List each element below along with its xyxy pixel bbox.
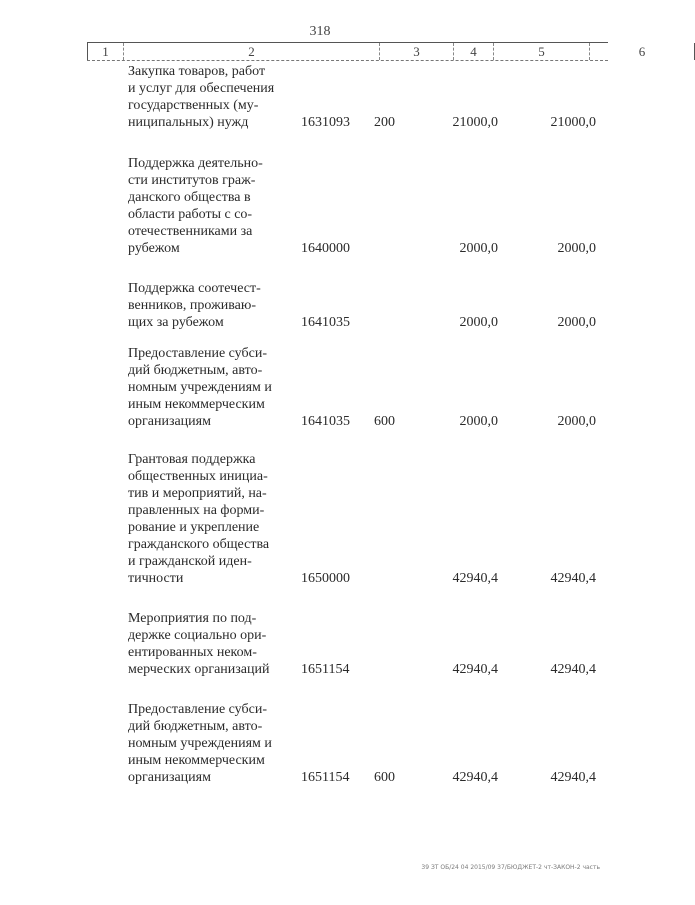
row-name-line: Мероприятия по под-: [128, 611, 257, 626]
row-name: [128, 610, 284, 678]
row-code: 1651154: [301, 770, 350, 785]
row-expense-type: 600: [374, 770, 395, 785]
row-sum-1: 2000,0: [459, 414, 498, 429]
row-name-line: рование и укрепление: [128, 520, 260, 535]
row-name-line: Грантовая поддержка: [128, 452, 256, 467]
row-name-line: щих за рубежом: [128, 315, 224, 330]
row-name-line: Закупка товаров, работ: [128, 64, 266, 79]
page-number: 318: [309, 24, 331, 39]
row-name: [128, 451, 284, 587]
row-code: 1640000: [301, 241, 350, 256]
row-sum-2: 2000,0: [557, 241, 596, 256]
document-footer: 39 ЗТ ОБ/24 04 2015/09 37/БЮДЖЕТ-2 чт-ЗАКОН-2 часть: [421, 864, 600, 871]
row-name-line: организациям: [128, 414, 211, 429]
row-name-line: дий бюджетным, авто-: [128, 719, 263, 734]
row-code: 1641035: [301, 414, 350, 429]
row-sum-1: 42940,4: [452, 662, 498, 677]
row-sum-2: 2000,0: [557, 315, 596, 330]
row-name-line: правленных на форми-: [128, 503, 265, 518]
row-name-line: иным некоммерческим: [128, 397, 265, 412]
row-name-line: гражданского общества: [128, 537, 270, 552]
row-name-line: и гражданской иден-: [128, 554, 252, 569]
row-sum-2: 42940,4: [550, 571, 596, 586]
row-code: 1631093: [301, 115, 350, 130]
row-name-line: ентированных неком-: [128, 645, 257, 660]
column-header-2: 2: [123, 43, 379, 60]
row-sum-1: 42940,4: [452, 770, 498, 785]
row-name-line: области работы с со-: [128, 207, 253, 222]
row-name-line: номным учреждениям и: [128, 736, 272, 751]
row-name-line: организациям: [128, 770, 211, 785]
row-sum-2: 21000,0: [550, 115, 596, 130]
row-name-line: держке социально ори-: [128, 628, 267, 643]
row-name-line: Предоставление субси-: [128, 702, 267, 717]
row-name: [128, 63, 284, 131]
row-name-line: иным некоммерческим: [128, 753, 265, 768]
row-name-line: венников, проживаю-: [128, 298, 256, 313]
row-sum-1: 2000,0: [459, 315, 498, 330]
row-name-line: и услуг для обеспечения: [128, 81, 275, 96]
row-name: [128, 345, 284, 430]
row-name-line: Поддержка деятельно-: [128, 156, 263, 171]
row-name-line: данского общества в: [128, 190, 251, 205]
row-name-line: рубежом: [128, 241, 180, 256]
row-expense-type: 600: [374, 414, 395, 429]
row-code: 1651154: [301, 662, 350, 677]
row-expense-type: 200: [374, 115, 395, 130]
row-name-line: сти институтов граж-: [128, 173, 256, 188]
row-sum-1: 2000,0: [459, 241, 498, 256]
row-name-line: отечественниками за: [128, 224, 253, 239]
column-header-3: 3: [379, 43, 453, 60]
row-sum-2: 2000,0: [557, 414, 596, 429]
row-name-line: ниципальных) нужд: [128, 115, 249, 130]
row-sum-1: 21000,0: [452, 115, 498, 130]
row-sum-2: 42940,4: [550, 662, 596, 677]
row-sum-1: 42940,4: [452, 571, 498, 586]
row-name-line: тив и мероприятий, на-: [128, 486, 267, 501]
row-name-line: государственных (му-: [128, 98, 259, 113]
row-name-line: мерческих организаций: [128, 662, 270, 677]
row-sum-2: 42940,4: [550, 770, 596, 785]
row-code: 1641035: [301, 315, 350, 330]
column-header-6: 6: [589, 43, 695, 60]
column-header-1: 1: [87, 43, 123, 60]
column-header-5: 5: [493, 43, 589, 60]
row-name: [128, 280, 284, 331]
row-name: [128, 155, 284, 257]
row-name-line: Предоставление субси-: [128, 346, 267, 361]
row-name-line: общественных инициа-: [128, 469, 268, 484]
row-name: [128, 701, 284, 786]
row-name-line: дий бюджетным, авто-: [128, 363, 263, 378]
column-header-4: 4: [453, 43, 493, 60]
row-name-line: тичности: [128, 571, 184, 586]
column-header-row: [87, 42, 646, 61]
row-name-line: номным учреждениям и: [128, 380, 272, 395]
row-code: 1650000: [301, 571, 350, 586]
row-name-line: Поддержка соотечест-: [128, 281, 261, 296]
